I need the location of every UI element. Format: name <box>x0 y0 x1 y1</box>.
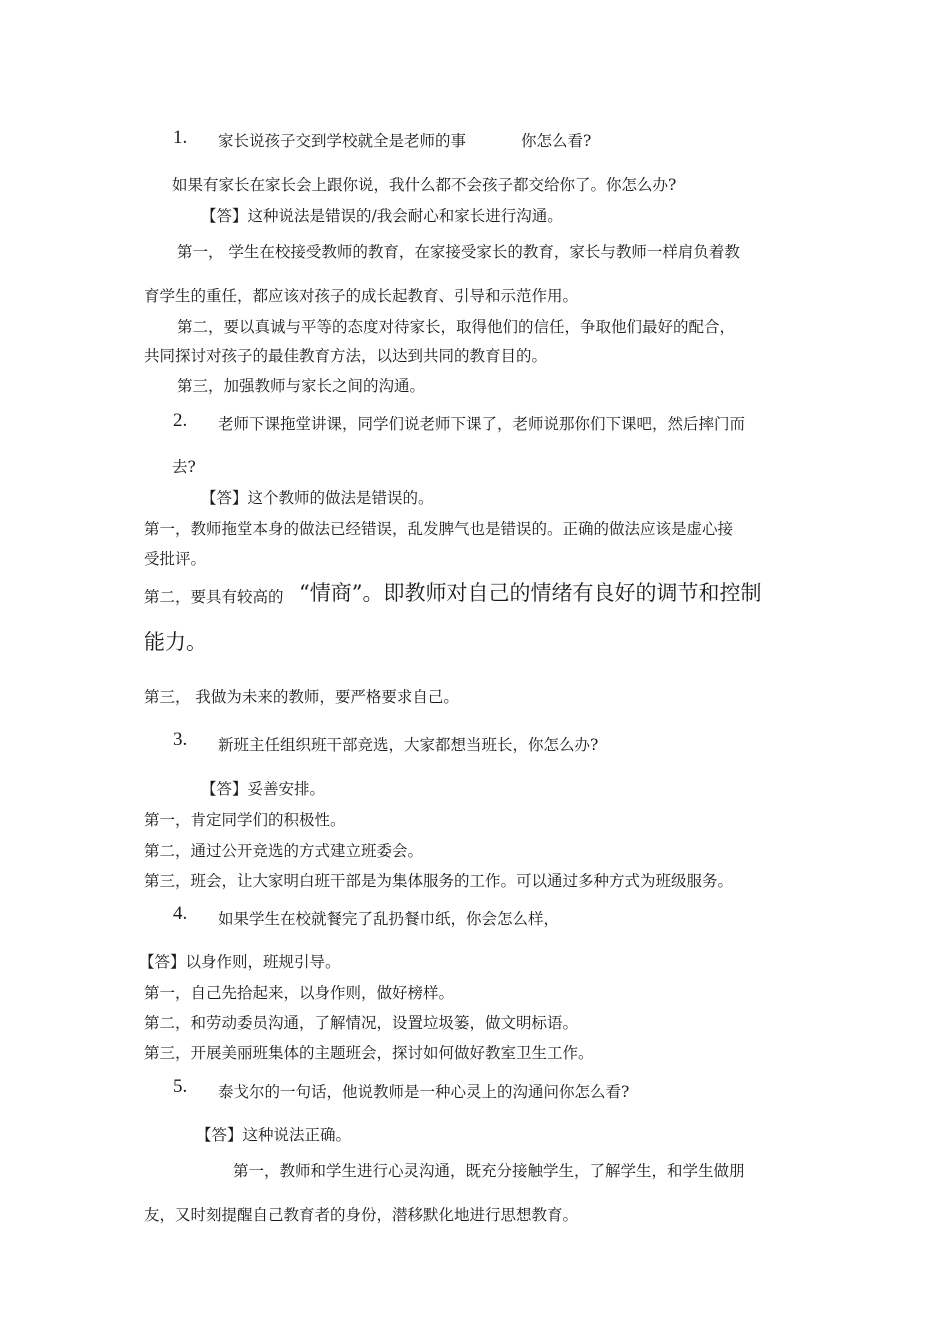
question-4-point-1: 第一，自己先拾起来，以身作则，做好榜样。 <box>144 984 455 1002</box>
question-1-title-tail: 你怎么看? <box>521 132 592 150</box>
question-3-point-1: 第一，肯定同学们的积极性。 <box>144 811 346 829</box>
question-1-point-1: 第一， 学生在校接受教师的教育，在家接受家长的教育，家长与教师一样肩负着教 <box>177 243 740 261</box>
question-5-point-1-cont: 友，又时刻提醒自己教育者的身份，潜移默化地进行思想教育。 <box>144 1206 579 1224</box>
question-5-number: 5. <box>173 1076 188 1097</box>
question-2-point-1: 第一，教师拖堂本身的做法已经错误，乱发脾气也是错误的。正确的做法应该是虚心接 <box>144 520 734 538</box>
question-3-number: 3. <box>173 729 188 750</box>
question-4-point-2: 第二，和劳动委员沟通，了解情况，设置垃圾篓，做文明标语。 <box>144 1014 579 1032</box>
question-4-answer: 【答】以身作则，班规引导。 <box>139 953 341 971</box>
question-5-point-1: 第一，教师和学生进行心灵沟通，既充分接触学生，了解学生，和学生做朋 <box>233 1162 745 1180</box>
question-1-point-2: 第二，要以真诚与平等的态度对待家长，取得他们的信任，争取他们最好的配合， <box>177 318 736 336</box>
question-2-number: 2. <box>173 410 188 431</box>
question-2-point-2-emphasis: “情商”。即教师对自己的情绪有良好的调节和控制 <box>299 581 762 605</box>
question-1-subtitle: 如果有家长在家长会上跟你说，我什么都不会孩子都交给你了。你怎么办? <box>172 176 677 194</box>
question-2-title: 老师下课拖堂讲课，同学们说老师下课了，老师说那你们下课吧，然后摔门而 <box>218 415 746 433</box>
question-4-title: 如果学生在校就餐完了乱扔餐巾纸，你会怎么样， <box>218 910 560 928</box>
question-4-point-3: 第三，开展美丽班集体的主题班会，探讨如何做好教室卫生工作。 <box>144 1044 594 1062</box>
question-1-point-1-cont: 育学生的重任，都应该对孩子的成长起教育、引导和示范作用。 <box>144 287 579 305</box>
question-1-point-3: 第三，加强教师与家长之间的沟通。 <box>177 377 426 395</box>
question-4-number: 4. <box>173 903 188 924</box>
question-2-point-2-prefix: 第二，要具有较高的 <box>144 588 284 606</box>
question-3-title: 新班主任组织班干部竞选，大家都想当班长，你怎么办? <box>218 736 599 754</box>
question-3-answer: 【答】妥善安排。 <box>201 780 326 798</box>
question-2-point-3: 第三， 我做为未来的教师，要严格要求自己。 <box>144 688 459 706</box>
question-1-answer: 【答】这种说法是错误的/我会耐心和家长进行沟通。 <box>201 207 563 225</box>
question-2-point-1-cont: 受批评。 <box>144 550 207 568</box>
question-1-title: 家长说孩子交到学校就全是老师的事 <box>218 132 467 150</box>
question-1-point-2-cont: 共同探讨对孩子的最佳教育方法，以达到共同的教育目的。 <box>144 347 548 365</box>
question-2-answer: 【答】这个教师的做法是错误的。 <box>201 489 434 507</box>
question-3-point-3: 第三，班会，让大家明白班干部是为集体服务的工作。可以通过多种方式为班级服务。 <box>144 872 734 890</box>
question-2-point-2-cont: 能力。 <box>144 630 207 654</box>
question-1-number: 1. <box>173 127 188 148</box>
question-2-title-cont: 去? <box>172 458 196 476</box>
question-3-point-2: 第二，通过公开竞选的方式建立班委会。 <box>144 842 424 860</box>
question-5-answer: 【答】这种说法正确。 <box>196 1126 352 1144</box>
question-5-title: 泰戈尔的一句话，他说教师是一种心灵上的沟通问你怎么看? <box>218 1083 630 1101</box>
